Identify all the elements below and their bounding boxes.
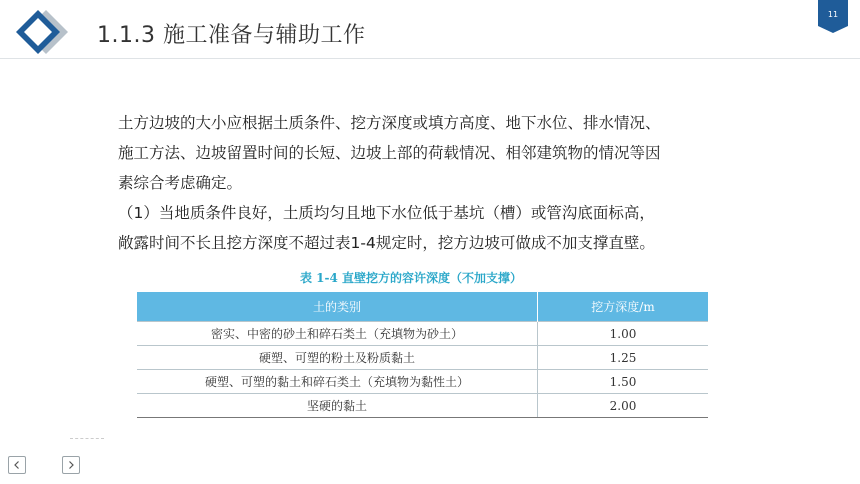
column-header-depth: 挖方深度/m (538, 292, 709, 322)
table-caption: 表 1-4 直壁挖方的容许深度（不加支撑） (300, 271, 523, 285)
decorative-divider (70, 438, 104, 439)
depth-cell: 2.00 (538, 394, 709, 418)
column-header-soil-type: 土的类别 (137, 292, 538, 322)
body-line: 施工方法、边坡留置时间的长短、边坡上部的荷载情况、相邻建筑物的情况等因 (118, 144, 661, 162)
depth-cell: 1.50 (538, 370, 709, 394)
soil-type-cell: 坚硬的黏土 (137, 394, 538, 418)
body-line: 素综合考虑确定。 (118, 174, 243, 192)
table-row (137, 394, 708, 418)
previous-slide-button[interactable] (8, 456, 26, 474)
depth-cell: 1.00 (538, 322, 709, 346)
table-row (137, 346, 708, 370)
page-number: 11 (827, 10, 839, 19)
chevron-left-icon (12, 460, 22, 470)
next-slide-button[interactable] (62, 456, 80, 474)
soil-type-cell: 硬塑、可塑的粉土及粉质黏土 (137, 346, 538, 370)
page-title: 1.1.3 施工准备与辅助工作 (97, 23, 366, 48)
body-line: 土方边坡的大小应根据土质条件、挖方深度或填方高度、地下水位、排水情况、 (118, 114, 661, 132)
body-paragraph (118, 108, 738, 258)
title-divider (0, 58, 860, 59)
table-header-row (137, 292, 708, 322)
depth-cell: 1.25 (538, 346, 709, 370)
soil-type-cell: 密实、中密的砂土和碎石类土（充填物为砂土） (137, 322, 538, 346)
soil-type-cell: 硬塑、可塑的黏土和碎石类土（充填物为黏性土） (137, 370, 538, 394)
body-line: （1）当地质条件良好，土质均匀且地下水位低于基坑（槽）或管沟底面标高， (118, 204, 655, 222)
page-number-badge (818, 0, 848, 34)
chevron-right-icon (66, 460, 76, 470)
logo-diamond-icon (10, 4, 82, 62)
body-line: 敞露时间不长且挖方深度不超过表1-4规定时，挖方边坡可做成不加支撑直壁。 (118, 234, 655, 252)
table-row (137, 322, 708, 346)
table-row (137, 370, 708, 394)
soil-depth-table (137, 292, 708, 418)
